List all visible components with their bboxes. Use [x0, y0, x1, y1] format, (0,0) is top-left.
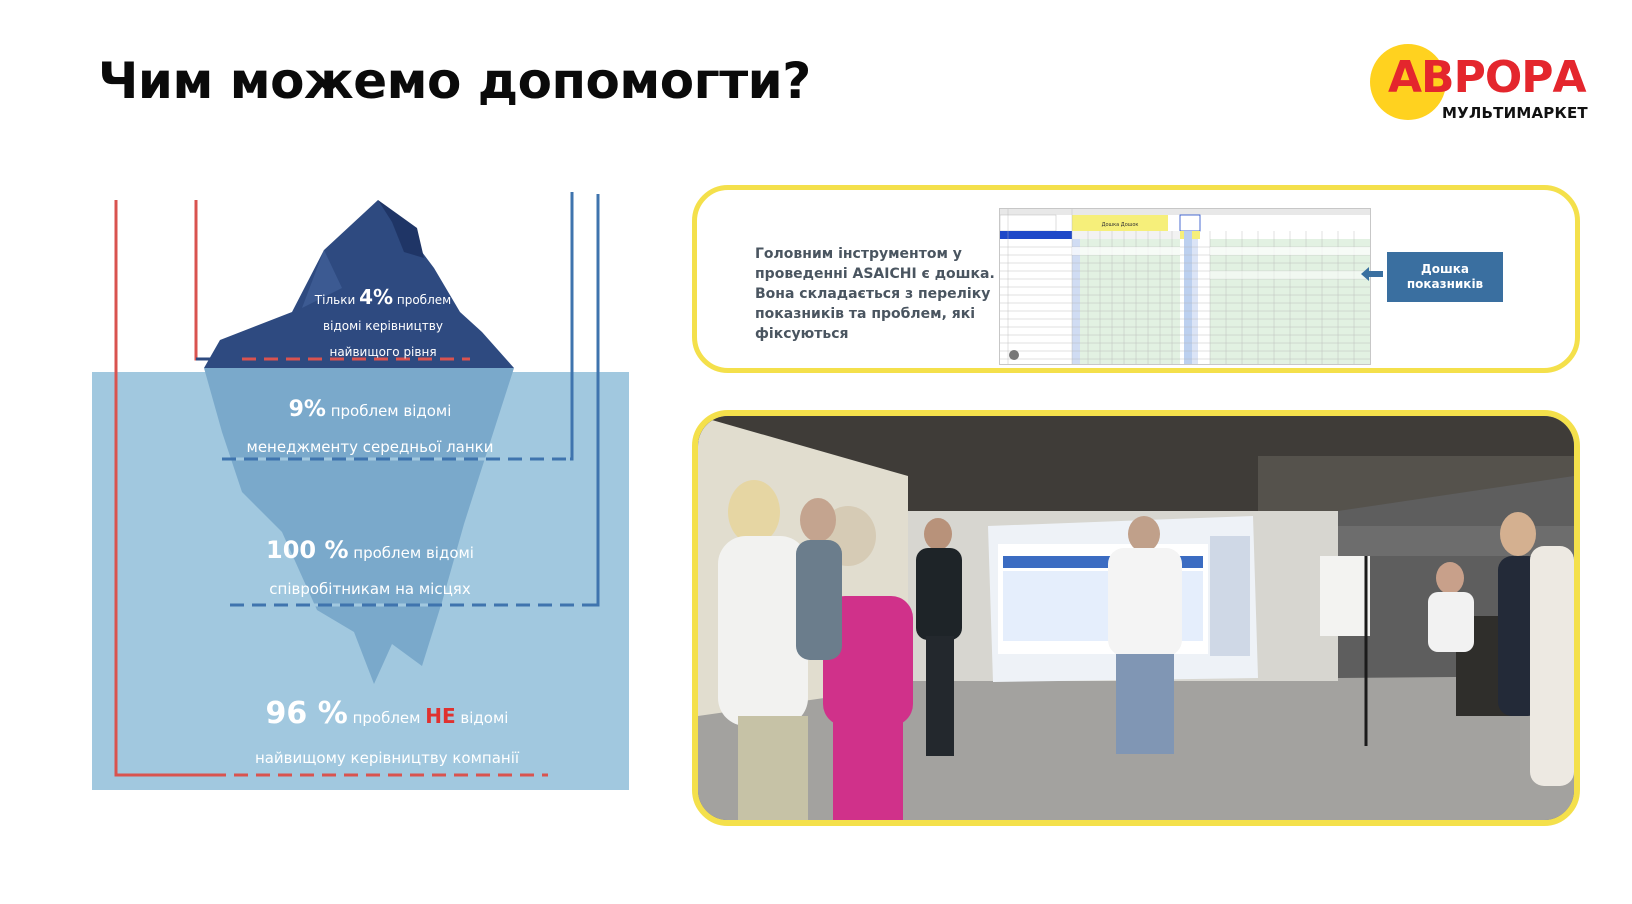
spreadsheet-graphic	[1000, 209, 1370, 364]
meeting-photo-card	[692, 410, 1580, 826]
slide-title: Чим можемо допомогти?	[98, 52, 811, 110]
tier-3-percent: 100 %	[266, 536, 349, 564]
tier-4-text	[242, 694, 532, 778]
sheet-header-text: Дошка Дошок	[1101, 222, 1139, 228]
tier-3-line2: співробітникам на місцях	[269, 580, 471, 598]
tier-3-suffix: проблем відомі	[353, 544, 474, 562]
tier-1-percent: 4%	[359, 285, 394, 309]
aurora-logo	[1370, 44, 1600, 124]
tier-1-suffix: проблем	[396, 293, 452, 307]
logo-wordmark: АВРОРА	[1388, 52, 1586, 103]
tier-1-line2: відомі керівництву	[323, 319, 443, 333]
asaichi-board-card	[692, 185, 1580, 373]
tier-4-suffix-b: відомі	[460, 709, 509, 727]
tier-1-prefix: Тільки	[314, 293, 356, 307]
asaichi-description: Головним інструментом у проведенні ASAICHI є дошка. Вона складається з переліку показників та проблем, які фіксуються	[755, 246, 995, 342]
tier-4-percent: 96 %	[265, 696, 348, 731]
tier-4-emphasis: НЕ	[425, 704, 456, 728]
tier-1-text	[288, 284, 478, 365]
zoom-badge	[1009, 350, 1019, 360]
iceberg-infographic	[92, 192, 662, 828]
board-label: Дошка показників	[1387, 252, 1503, 302]
meeting-photo	[698, 416, 1574, 820]
tier-2-line2: менеджменту середньої ланки	[246, 438, 494, 456]
tier-2-suffix: проблем відомі	[330, 402, 452, 420]
arrow-left-icon	[1361, 267, 1383, 281]
tier-4-line2: найвищому керівництву компанії	[254, 749, 520, 767]
logo-subtitle: МУЛЬТИМАРКЕТ	[1442, 104, 1588, 122]
tier-2-text	[232, 392, 508, 465]
tier-4-suffix-a: проблем	[352, 709, 421, 727]
indicator-sheet-image	[999, 208, 1371, 365]
tier-1-line3: найвищого рівня	[329, 345, 437, 359]
tier-2-percent: 9%	[288, 397, 326, 422]
tier-3-text	[242, 532, 498, 607]
